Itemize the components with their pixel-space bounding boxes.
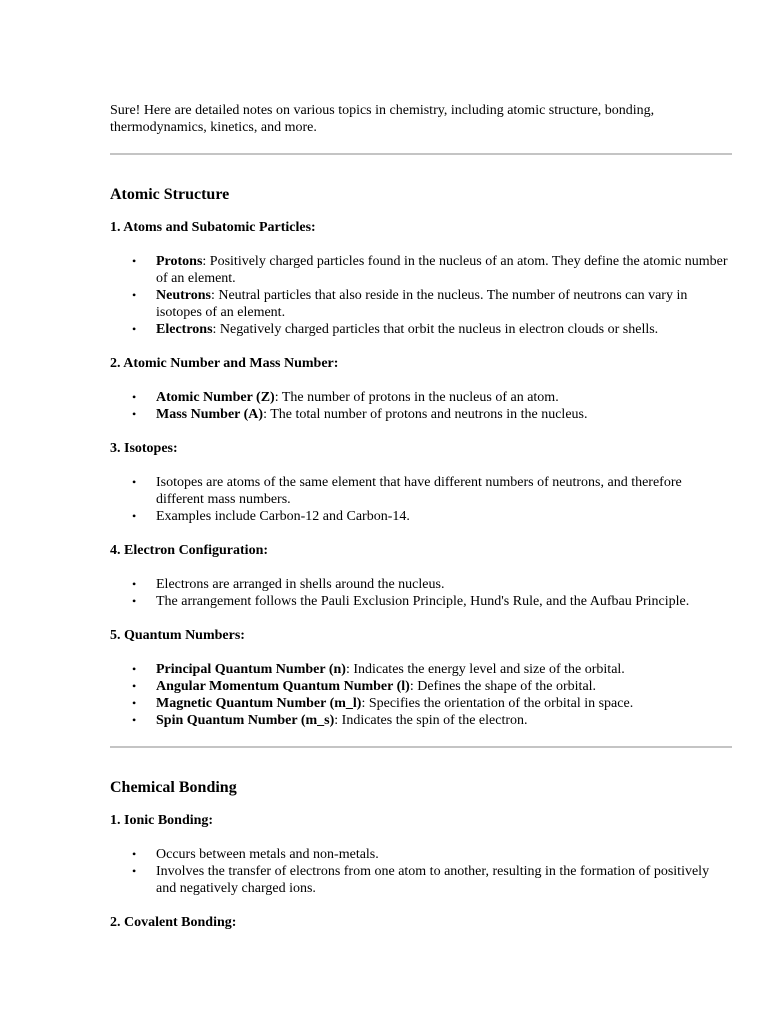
item-text: Electrons are arranged in shells around the nucleus.	[156, 577, 445, 592]
item-text: : Negatively charged particles that orbit the nucleus in electron clouds or shells.	[212, 322, 659, 337]
list-item	[110, 406, 732, 423]
bullet-list	[110, 253, 732, 338]
bullet-icon: •	[132, 713, 137, 727]
item-term: Electrons	[156, 322, 213, 337]
item-text: : Neutral particles that also reside in the nucleus. The number of neutrons can vary in isotopes of an element.	[156, 288, 688, 320]
bullet-icon: •	[132, 696, 137, 710]
item-text: Isotopes are atoms of the same element that have different numbers of neutrons, and therefore different mass numbers.	[156, 475, 682, 507]
bullet-icon: •	[132, 679, 137, 693]
document-page	[110, 102, 732, 948]
subsection-heading: 1. Ionic Bonding:	[110, 813, 214, 828]
bullet-icon: •	[132, 407, 137, 421]
list-item	[110, 389, 732, 406]
item-text: Examples include Carbon-12 and Carbon-14.	[156, 509, 410, 524]
list-item	[110, 321, 732, 338]
bullet-icon: •	[132, 390, 137, 404]
list-item	[110, 593, 732, 610]
list-item	[110, 695, 732, 712]
horizontal-rule	[110, 746, 732, 748]
list-item	[110, 287, 732, 321]
item-text: : Defines the shape of the orbital.	[409, 679, 597, 694]
item-text: Occurs between metals and non-metals.	[156, 847, 379, 862]
list-item	[110, 661, 732, 678]
item-text: : The total number of protons and neutrons in the nucleus.	[263, 407, 588, 422]
list-item	[110, 474, 732, 508]
list-item	[110, 253, 732, 287]
section-title: Chemical Bonding	[110, 779, 237, 796]
item-text: : The number of protons in the nucleus of an atom.	[274, 390, 559, 405]
bullet-icon: •	[132, 288, 137, 302]
bullet-icon: •	[132, 322, 137, 336]
item-text: : Specifies the orientation of the orbital in space.	[361, 696, 634, 711]
section-title: Atomic Structure	[110, 186, 230, 203]
bullet-list	[110, 474, 732, 525]
item-text: Involves the transfer of electrons from one atom to another, resulting in the formation of positively and negatively charged ions.	[156, 864, 710, 896]
list-item	[110, 508, 732, 525]
item-term: Angular Momentum Quantum Number (l)	[156, 679, 410, 694]
list-item	[110, 678, 732, 695]
item-text: : Indicates the energy level and size of the orbital.	[345, 662, 625, 677]
document-body	[110, 185, 732, 931]
list-item	[110, 712, 732, 729]
subsection-heading: 5. Quantum Numbers:	[110, 628, 245, 643]
subsection-heading: 2. Atomic Number and Mass Number:	[110, 356, 339, 371]
item-term: Principal Quantum Number (n)	[156, 662, 346, 677]
bullet-icon: •	[132, 509, 137, 523]
subsection-heading: 4. Electron Configuration:	[110, 543, 269, 558]
bullet-icon: •	[132, 254, 137, 268]
intro-paragraph: Sure! Here are detailed notes on various topics in chemistry, including atomic structure, bonding, thermodynamics, kinetics, and more.	[110, 103, 655, 135]
item-term: Magnetic Quantum Number (m_l)	[156, 696, 362, 711]
bullet-list	[110, 846, 732, 897]
item-text: : Positively charged particles found in the nucleus of an atom. They define the atomic number of an element.	[156, 254, 728, 286]
bullet-list	[110, 661, 732, 729]
bullet-icon: •	[132, 847, 137, 861]
bullet-list	[110, 576, 732, 610]
subsection-heading: 2. Covalent Bonding:	[110, 915, 237, 930]
item-term: Protons	[156, 254, 203, 269]
item-term: Atomic Number (Z)	[156, 390, 275, 405]
bullet-icon: •	[132, 864, 137, 878]
bullet-icon: •	[132, 577, 137, 591]
item-term: Neutrons	[156, 288, 211, 303]
list-item	[110, 576, 732, 593]
bullet-icon: •	[132, 594, 137, 608]
item-term: Mass Number (A)	[156, 407, 264, 422]
bullet-list	[110, 389, 732, 423]
item-text: The arrangement follows the Pauli Exclusion Principle, Hund's Rule, and the Aufbau Principle.	[156, 594, 690, 609]
bullet-icon: •	[132, 475, 137, 489]
item-term: Spin Quantum Number (m_s)	[156, 713, 335, 728]
subsection-heading: 1. Atoms and Subatomic Particles:	[110, 220, 316, 235]
horizontal-rule	[110, 153, 732, 155]
bullet-icon: •	[132, 662, 137, 676]
list-item	[110, 846, 732, 863]
subsection-heading: 3. Isotopes:	[110, 441, 178, 456]
list-item	[110, 863, 732, 897]
item-text: : Indicates the spin of the electron.	[334, 713, 528, 728]
